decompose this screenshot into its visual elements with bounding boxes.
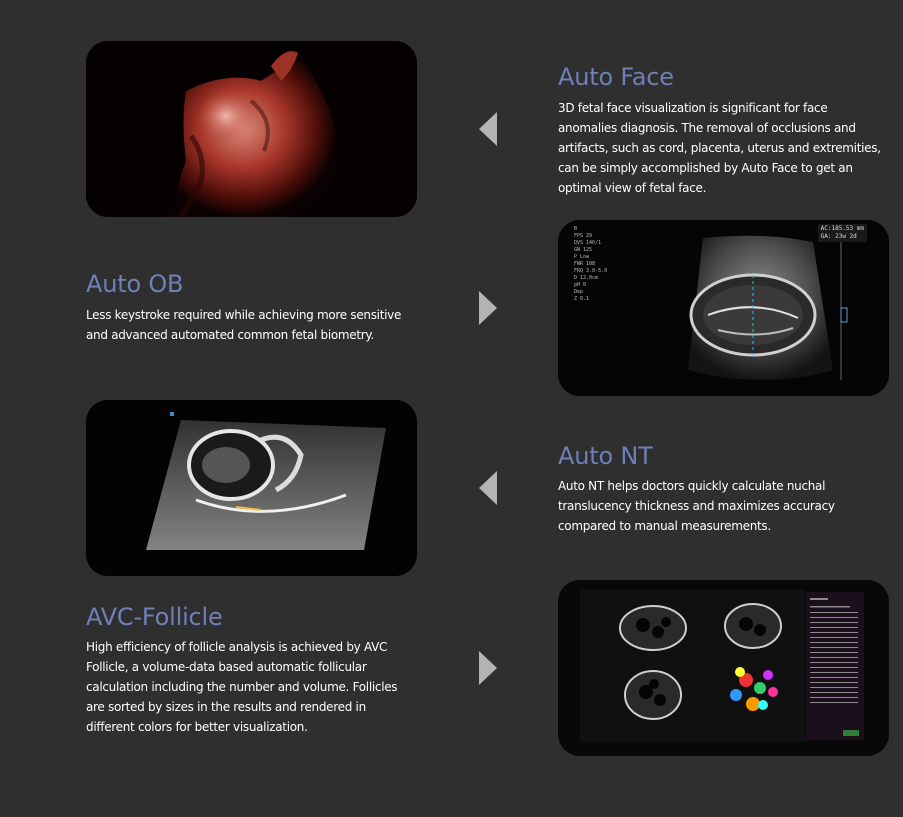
auto-face-title: Auto Face [558, 63, 674, 91]
auto-nt-description: Auto NT helps doctors quickly calculate nuchal translucency thickness and maximizes accuracy compared to manual measurements. [558, 479, 835, 533]
ob-overlay-right: AC:185.53 mm GA: 23w 2d [818, 224, 867, 242]
auto-face-description: 3D fetal face visualization is significant for face anomalies diagnosis. The removal of occlusions and artifacts, such as cord, placenta, uterus and extremities, can be simply accomplished by Auto Face to get an optimal view of fetal face. [558, 101, 881, 195]
auto-ob-title: Auto OB [86, 270, 184, 298]
auto-ob-description: Less keystroke required while achieving more sensitive and advanced automated common fetal biometry. [86, 308, 402, 342]
avc-follicle-description: High efficiency of follicle analysis is achieved by AVC Follicle, a volume-data based automatic follicular calculation including the number and volume. Follicles are sorted by sizes in the results and rendered in different colors for better visualization. [86, 640, 398, 734]
avc-follicle-title: AVC-Follicle [86, 603, 223, 631]
avc-follicle-image [558, 580, 889, 756]
arrow-right-icon [479, 651, 497, 685]
auto-ob-image [558, 220, 889, 396]
ob-overlay-left: B FPS 29 DVS 140/1 GN 125 P Low FWR 108 FRQ 3.0-5.0 D 12.0cm pH 0 Dep Z 0.1 [574, 226, 608, 302]
arrow-left-icon [479, 471, 497, 505]
arrow-left-icon [479, 112, 497, 146]
auto-face-image [86, 41, 417, 217]
arrow-right-icon [479, 291, 497, 325]
auto-nt-image [86, 400, 417, 576]
auto-nt-title: Auto NT [558, 442, 653, 470]
